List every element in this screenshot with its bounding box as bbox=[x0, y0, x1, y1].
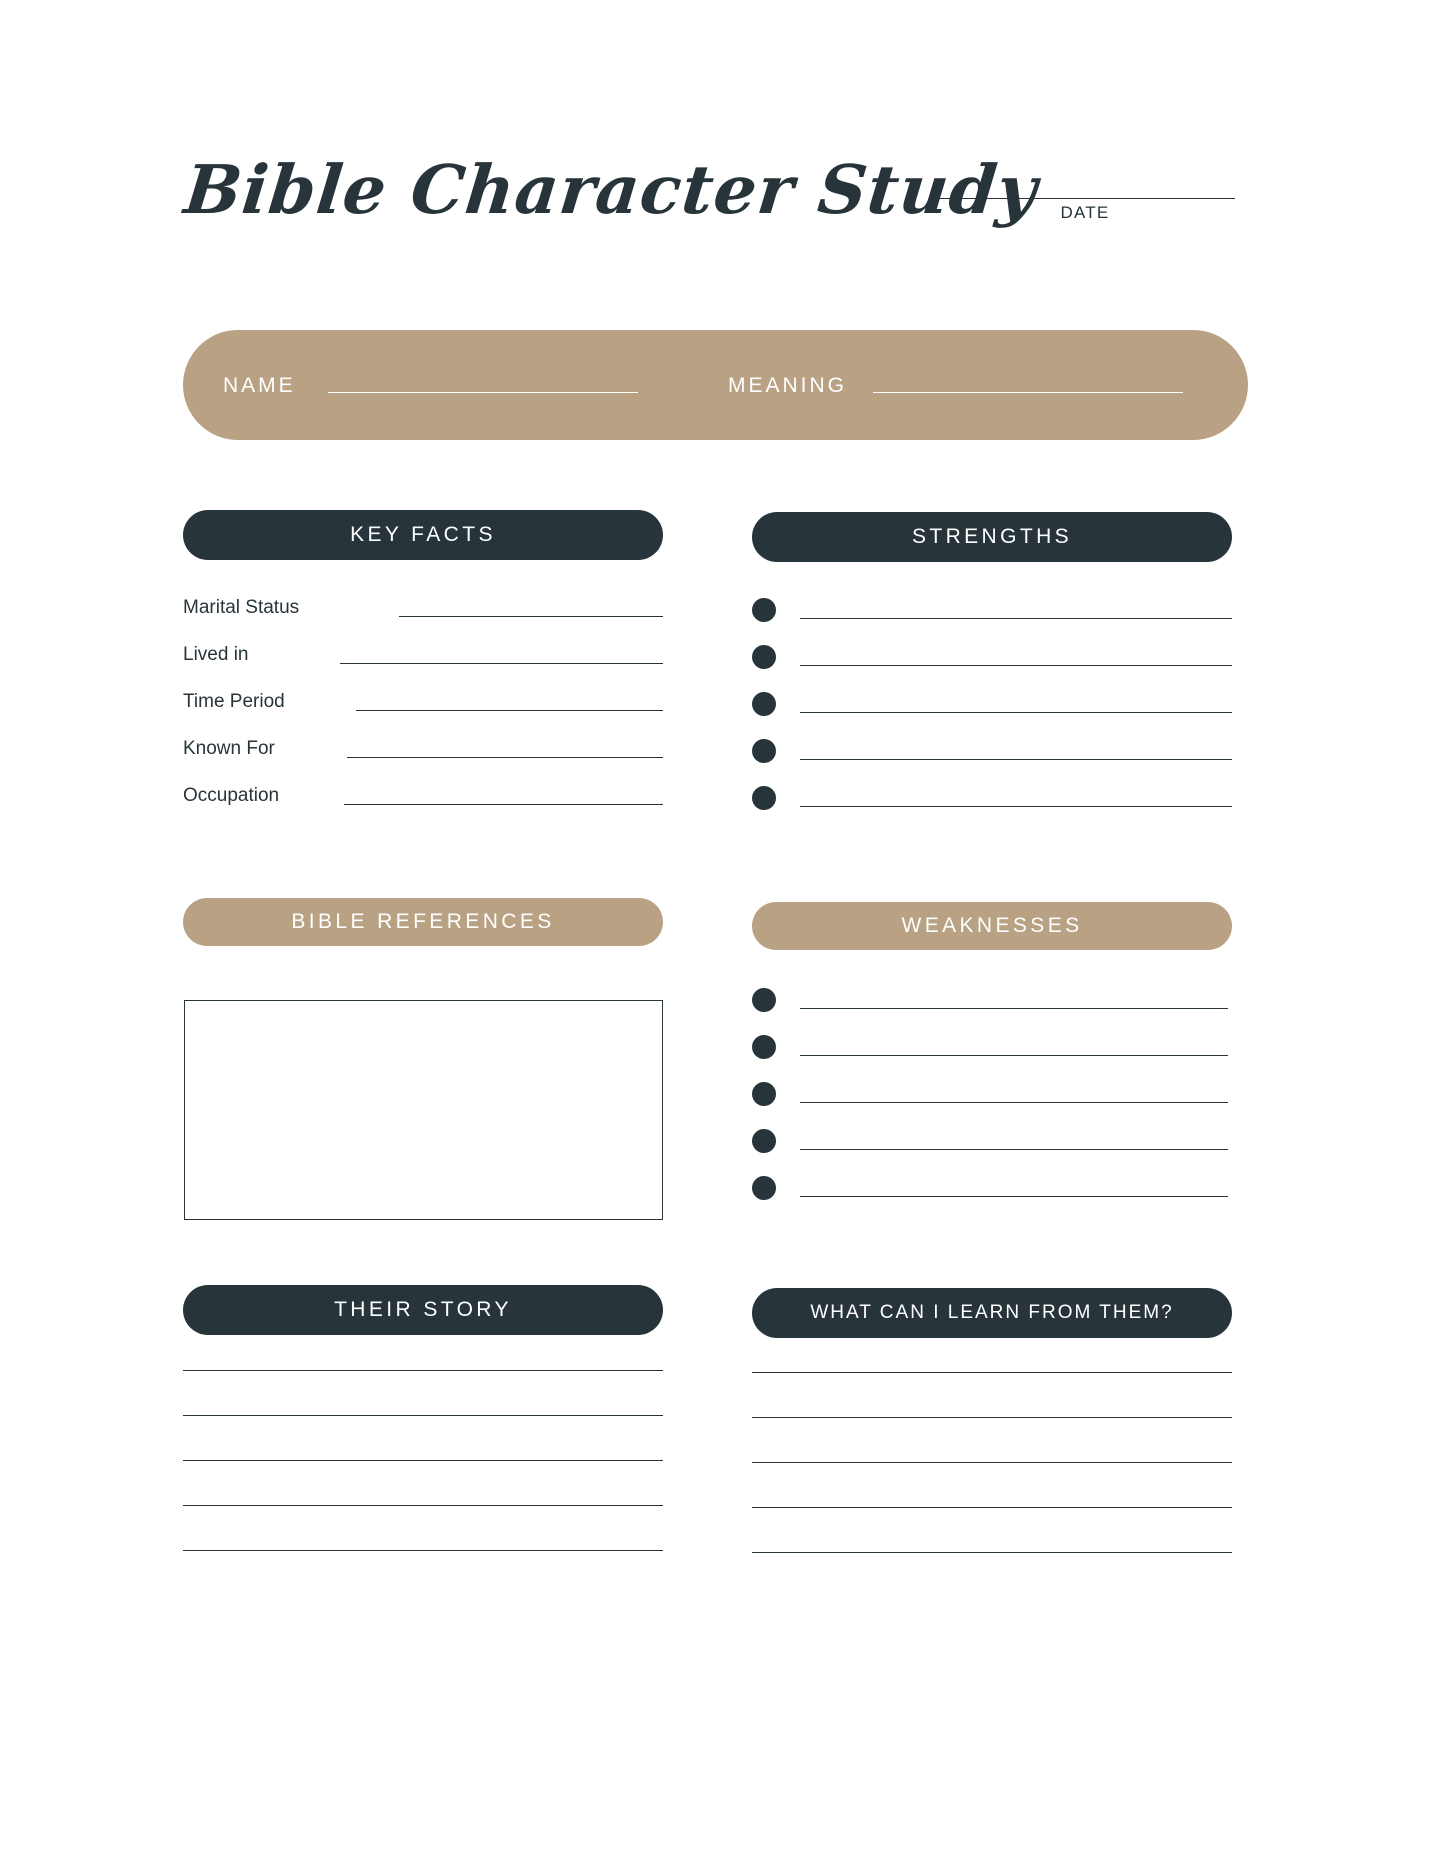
name-input-rule[interactable] bbox=[328, 392, 638, 393]
weakness-input-rule[interactable] bbox=[800, 1008, 1228, 1009]
bullet-dot-icon bbox=[752, 988, 776, 1012]
bullet-dot-icon bbox=[752, 1082, 776, 1106]
their-story-input-rule[interactable] bbox=[183, 1415, 663, 1416]
key-fact-input-rule[interactable] bbox=[347, 757, 663, 758]
bullet-dot-icon bbox=[752, 786, 776, 810]
bullet-dot-icon bbox=[752, 598, 776, 622]
strength-input-rule[interactable] bbox=[800, 665, 1232, 666]
what-can-i-learn-input-rule[interactable] bbox=[752, 1507, 1232, 1508]
key-fact-input-rule[interactable] bbox=[356, 710, 663, 711]
what-can-i-learn-input-rule[interactable] bbox=[752, 1462, 1232, 1463]
what-can-i-learn-input-rule[interactable] bbox=[752, 1372, 1232, 1373]
bullet-dot-icon bbox=[752, 1176, 776, 1200]
strength-item bbox=[752, 682, 1232, 729]
key-fact-row bbox=[183, 686, 663, 733]
key-fact-label: Marital Status bbox=[183, 597, 300, 618]
weakness-item bbox=[752, 1119, 1232, 1166]
key-fact-label: Time Period bbox=[183, 691, 285, 712]
key-fact-row bbox=[183, 733, 663, 780]
what-can-i-learn-input-rule[interactable] bbox=[752, 1417, 1232, 1418]
what-can-i-learn-lines bbox=[752, 1372, 1232, 1597]
key-fact-row bbox=[183, 780, 663, 827]
key-fact-input-rule[interactable] bbox=[344, 804, 663, 805]
key-facts-list bbox=[183, 592, 663, 827]
key-fact-row bbox=[183, 592, 663, 639]
weaknesses-list bbox=[752, 978, 1232, 1213]
bullet-dot-icon bbox=[752, 645, 776, 669]
section-header-key-facts: KEY FACTS bbox=[183, 510, 663, 560]
meaning-input-rule[interactable] bbox=[873, 392, 1183, 393]
page-title: Bible Character Study bbox=[180, 150, 1042, 229]
their-story-input-rule[interactable] bbox=[183, 1550, 663, 1551]
their-story-input-rule[interactable] bbox=[183, 1460, 663, 1461]
document-header bbox=[180, 150, 1260, 270]
section-header-their-story: THEIR STORY bbox=[183, 1285, 663, 1335]
name-meaning-band bbox=[183, 330, 1248, 440]
date-label: DATE bbox=[1060, 203, 1110, 222]
strength-item bbox=[752, 588, 1232, 635]
section-header-bible-references: BIBLE REFERENCES bbox=[183, 898, 663, 946]
key-fact-label: Lived in bbox=[183, 644, 249, 665]
strength-input-rule[interactable] bbox=[800, 712, 1232, 713]
bullet-dot-icon bbox=[752, 739, 776, 763]
weakness-input-rule[interactable] bbox=[800, 1102, 1228, 1103]
strength-input-rule[interactable] bbox=[800, 759, 1232, 760]
bible-references-box[interactable] bbox=[184, 1000, 663, 1220]
key-fact-label: Known For bbox=[183, 738, 275, 759]
weakness-input-rule[interactable] bbox=[800, 1196, 1228, 1197]
weakness-item bbox=[752, 1072, 1232, 1119]
weakness-item bbox=[752, 1025, 1232, 1072]
weakness-input-rule[interactable] bbox=[800, 1149, 1228, 1150]
their-story-input-rule[interactable] bbox=[183, 1370, 663, 1371]
strength-item bbox=[752, 635, 1232, 682]
meaning-label: MEANING bbox=[728, 374, 848, 397]
weakness-item bbox=[752, 1166, 1232, 1213]
key-fact-input-rule[interactable] bbox=[399, 616, 663, 617]
bullet-dot-icon bbox=[752, 1035, 776, 1059]
weakness-item bbox=[752, 978, 1232, 1025]
what-can-i-learn-input-rule[interactable] bbox=[752, 1552, 1232, 1553]
their-story-lines bbox=[183, 1370, 663, 1595]
section-header-what-can-i-learn: WHAT CAN I LEARN FROM THEM? bbox=[752, 1288, 1232, 1338]
date-input-rule[interactable] bbox=[935, 198, 1235, 199]
date-field[interactable] bbox=[935, 198, 1235, 223]
key-fact-input-rule[interactable] bbox=[340, 663, 663, 664]
bullet-dot-icon bbox=[752, 1129, 776, 1153]
strength-input-rule[interactable] bbox=[800, 806, 1232, 807]
section-header-weaknesses: WEAKNESSES bbox=[752, 902, 1232, 950]
strength-item bbox=[752, 776, 1232, 823]
strength-input-rule[interactable] bbox=[800, 618, 1232, 619]
key-fact-label: Occupation bbox=[183, 785, 280, 806]
key-fact-row bbox=[183, 639, 663, 686]
weakness-input-rule[interactable] bbox=[800, 1055, 1228, 1056]
strengths-list bbox=[752, 588, 1232, 823]
bullet-dot-icon bbox=[752, 692, 776, 716]
name-label: NAME bbox=[223, 374, 296, 397]
section-header-strengths: STRENGTHS bbox=[752, 512, 1232, 562]
strength-item bbox=[752, 729, 1232, 776]
their-story-input-rule[interactable] bbox=[183, 1505, 663, 1506]
